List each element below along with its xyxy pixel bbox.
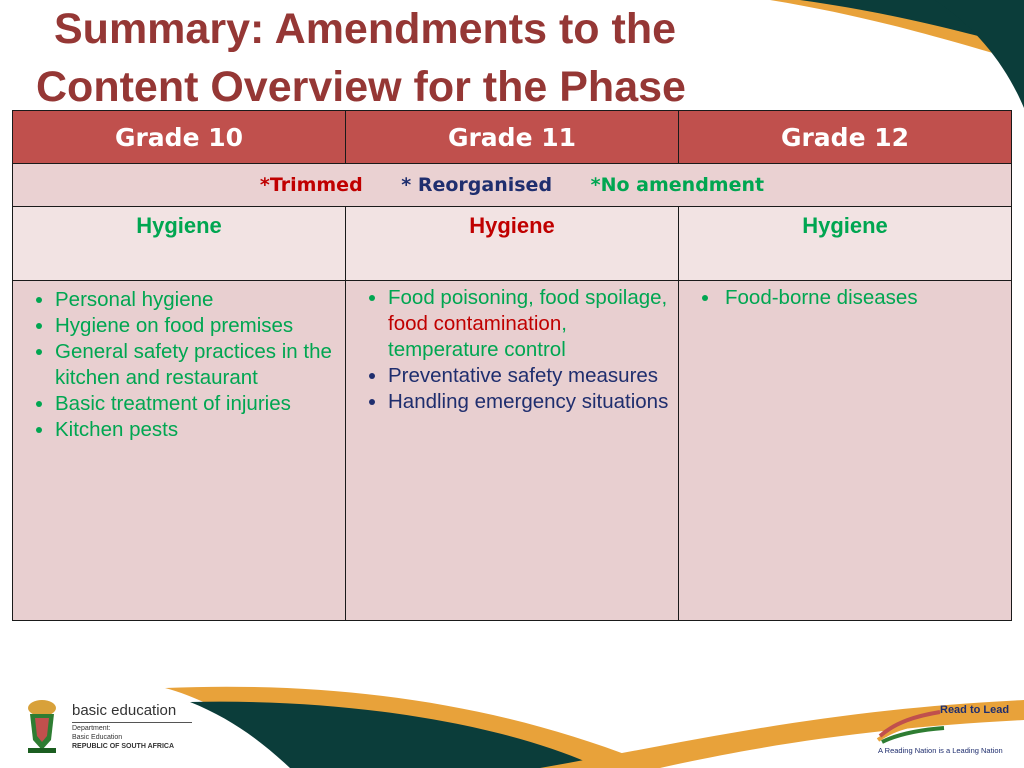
- grade-12-list: [687, 285, 1003, 311]
- amendments-table: [12, 110, 1012, 621]
- campaign-name: Read to Lead: [940, 704, 1010, 716]
- grade-header-row: [13, 111, 1012, 164]
- title-line-2: Content Overview for the Phase: [36, 63, 686, 111]
- list-item: • Food-borne diseases: [721, 285, 1003, 311]
- topic-grade-11: Hygiene: [346, 207, 679, 281]
- list-item: • Hygiene on food premises: [55, 313, 337, 339]
- legend-cell: [13, 164, 1012, 207]
- header-grade-10: Grade 10: [13, 111, 346, 164]
- legend-no-amendment: *No amendment: [590, 174, 765, 196]
- dept-brand: basic education: [72, 702, 177, 719]
- legend-row: [13, 164, 1012, 207]
- list-item: • Preventative safety measures: [388, 363, 670, 389]
- slide-title: [36, 0, 816, 116]
- content-grade-12: [679, 281, 1012, 621]
- open-book-icon: [874, 706, 946, 746]
- dept-line-3: REPUBLIC OF SOUTH AFRICA: [72, 743, 175, 750]
- content-row: [13, 281, 1012, 621]
- grade-11-list: [354, 285, 670, 415]
- dept-line-2: Basic Education: [72, 734, 123, 741]
- item-text-trimmed: food contamination: [388, 312, 562, 335]
- dept-line-1: Department:: [72, 725, 111, 732]
- campaign-tagline: A Reading Nation is a Leading Nation: [878, 746, 1003, 755]
- list-item: • Basic treatment of injuries: [55, 391, 337, 417]
- title-line-1: Summary: Amendments to the: [54, 5, 677, 53]
- list-item: • General safety practices in the kitchen and restaurant: [55, 339, 337, 391]
- list-item: • Kitchen pests: [55, 417, 337, 443]
- header-grade-12: Grade 12: [679, 111, 1012, 164]
- content-grade-11: [346, 281, 679, 621]
- content-grade-10: [13, 281, 346, 621]
- legend-reorganised: * Reorganised: [401, 174, 553, 196]
- header-grade-11: Grade 11: [346, 111, 679, 164]
- item-text-no-amendment: Food poisoning, food spoilage,: [388, 286, 668, 309]
- topic-grade-12: Hygiene: [679, 207, 1012, 281]
- topic-grade-10: Hygiene: [13, 207, 346, 281]
- item-text-no-amendment: , temperature control: [388, 312, 567, 361]
- dbe-logo: [20, 698, 200, 758]
- coat-of-arms-icon: [20, 698, 64, 754]
- legend-trimmed: *Trimmed: [259, 174, 363, 196]
- list-item: [388, 285, 670, 363]
- topic-row: [13, 207, 1012, 281]
- read-to-lead-logo: [872, 702, 1012, 762]
- list-item: • Handling emergency situations: [388, 389, 670, 415]
- list-item: • Personal hygiene: [55, 287, 337, 313]
- grade-10-list: [21, 287, 337, 443]
